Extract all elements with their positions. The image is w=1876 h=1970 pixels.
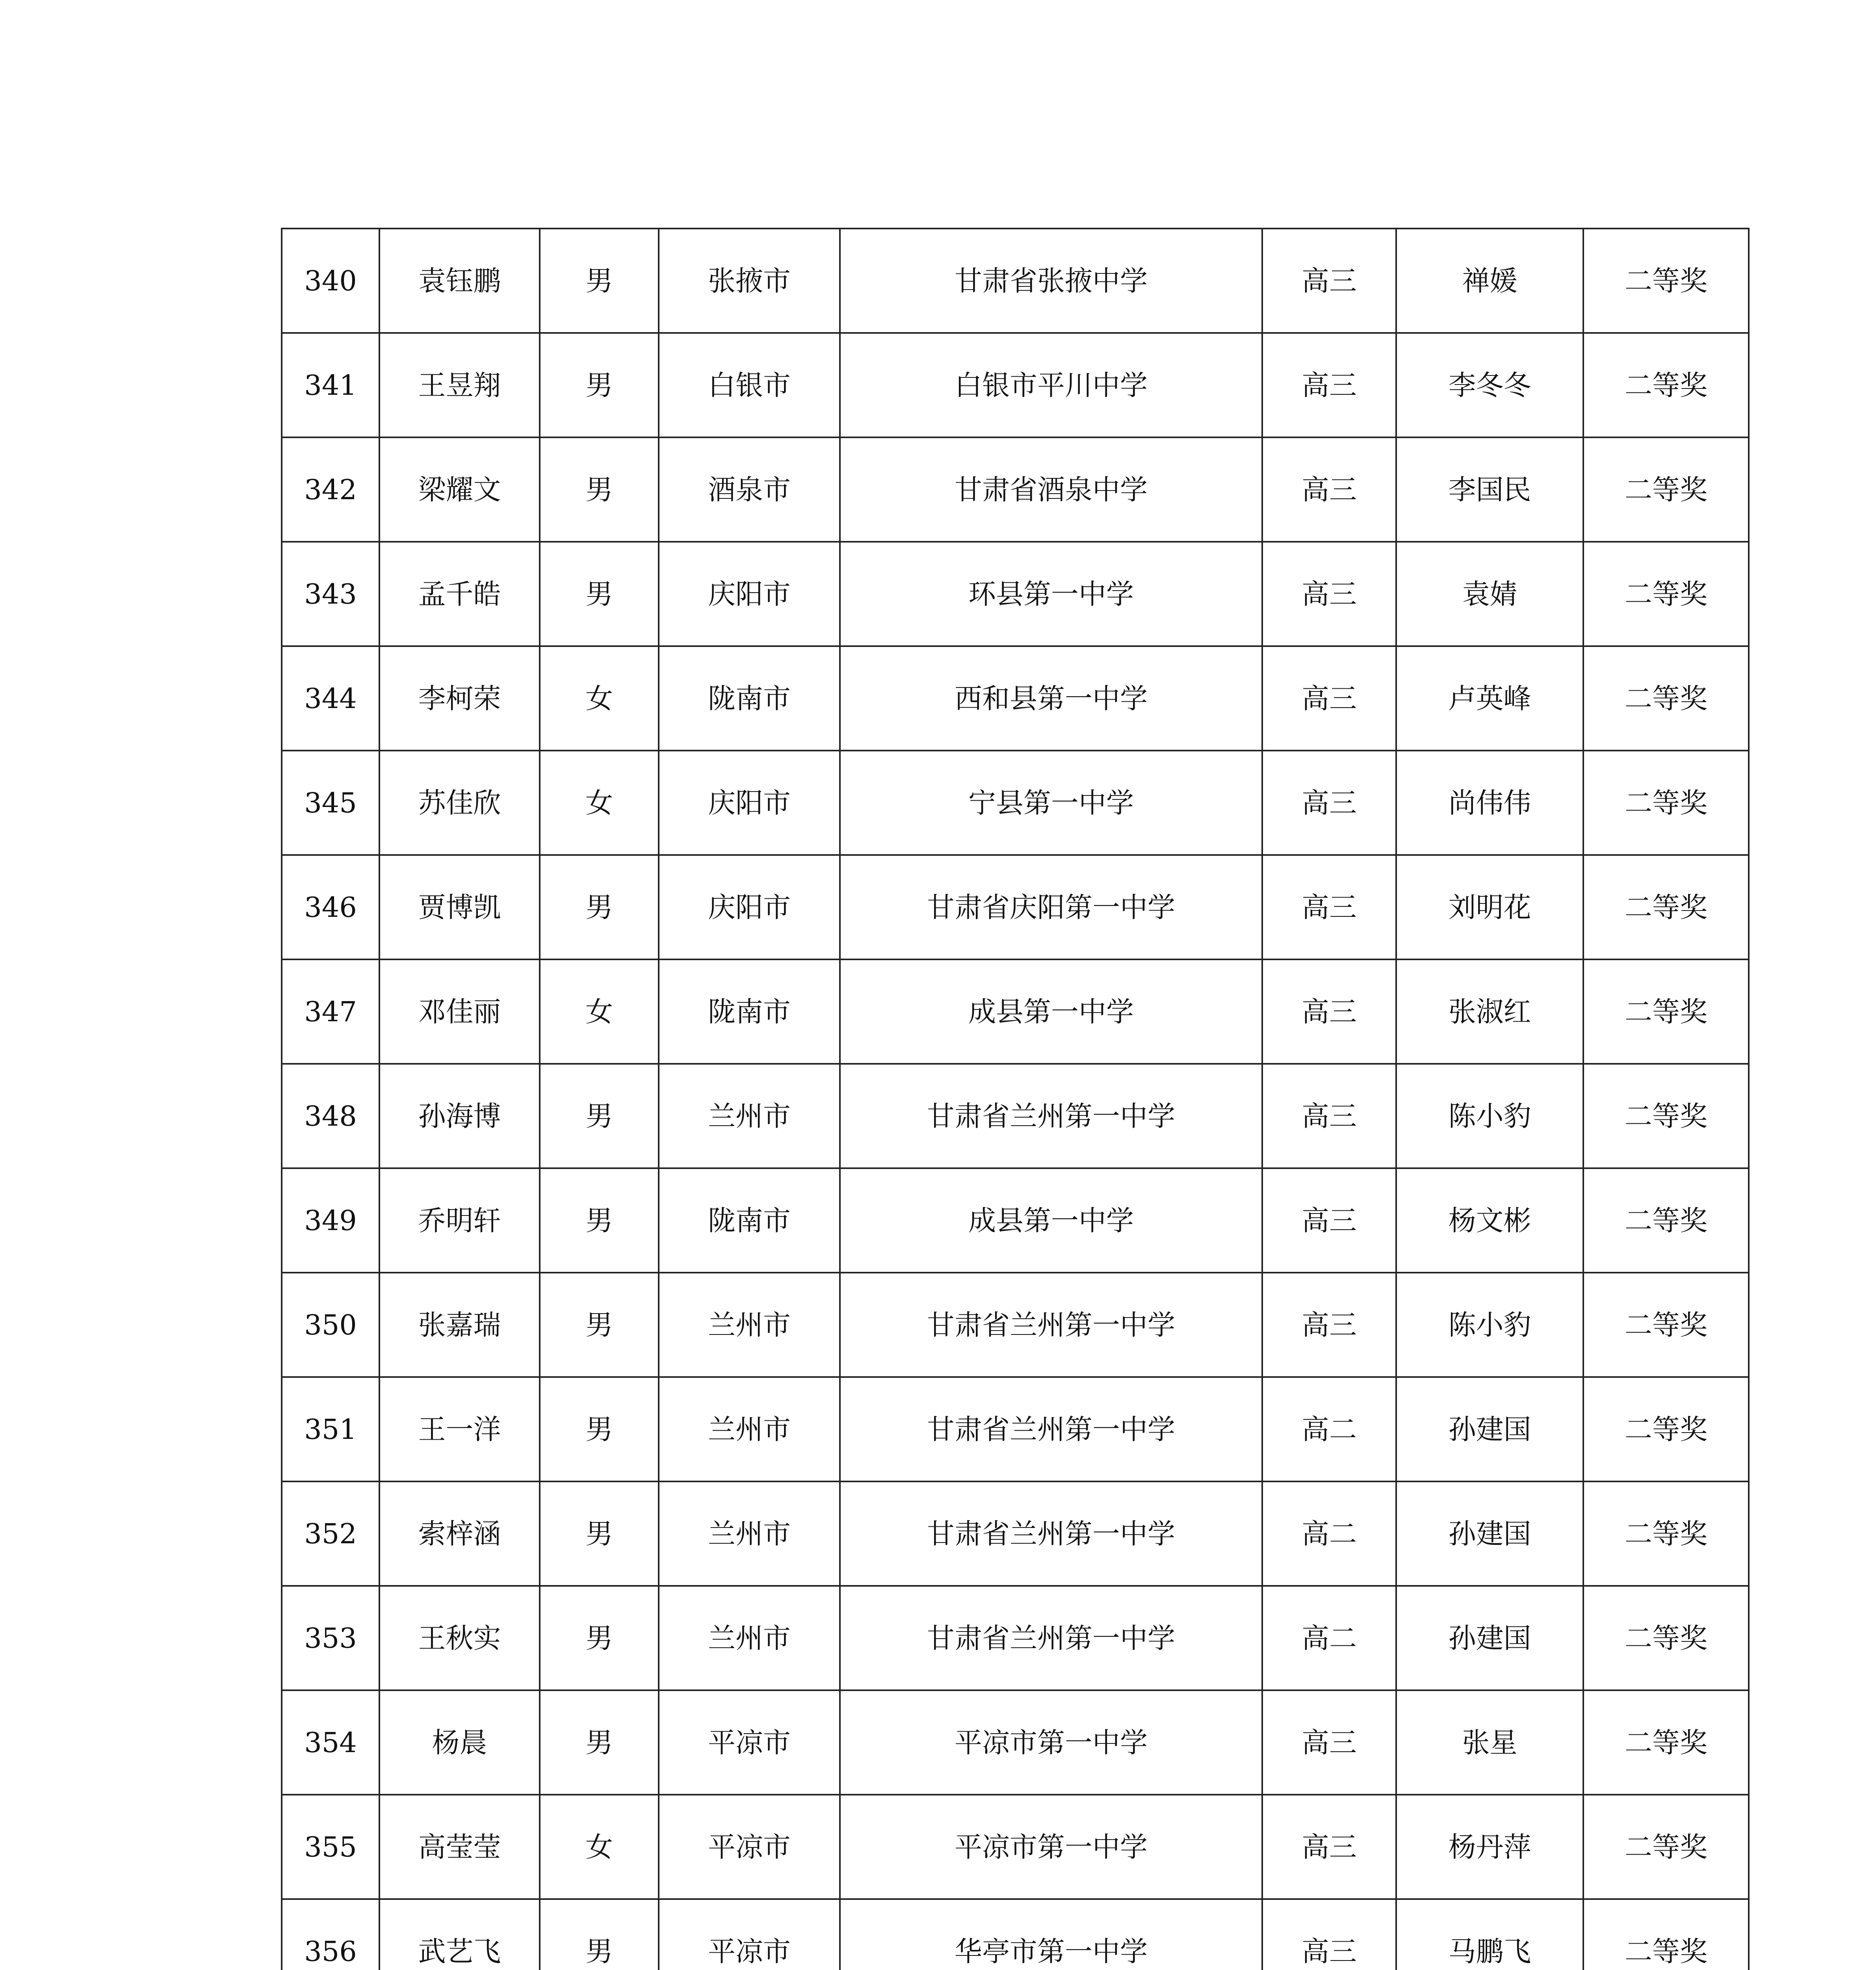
cell-teacher: 禅媛 — [1396, 229, 1583, 333]
cell-student-name: 高莹莹 — [379, 1795, 540, 1899]
cell-student-name: 邓佳丽 — [379, 959, 540, 1064]
cell-number: 342 — [282, 437, 379, 542]
cell-teacher: 袁婧 — [1396, 542, 1583, 646]
cell-gender: 男 — [540, 437, 659, 542]
cell-award: 二等奖 — [1583, 1481, 1749, 1586]
cell-student-name: 贾博凯 — [379, 855, 540, 959]
cell-teacher: 李国民 — [1396, 437, 1583, 542]
cell-student-name: 孙海博 — [379, 1064, 540, 1168]
cell-school: 甘肃省兰州第一中学 — [840, 1064, 1262, 1168]
cell-school: 甘肃省兰州第一中学 — [840, 1586, 1262, 1690]
cell-student-name: 王一洋 — [379, 1377, 540, 1481]
cell-teacher: 孙建国 — [1396, 1481, 1583, 1586]
cell-grade: 高三 — [1262, 855, 1396, 959]
table-row — [282, 229, 1749, 333]
cell-grade: 高三 — [1262, 1899, 1396, 1970]
cell-grade: 高三 — [1262, 542, 1396, 646]
cell-city: 兰州市 — [659, 1064, 840, 1168]
cell-teacher: 杨丹萍 — [1396, 1795, 1583, 1899]
cell-teacher: 尚伟伟 — [1396, 751, 1583, 855]
cell-school: 甘肃省酒泉中学 — [840, 437, 1262, 542]
cell-school: 环县第一中学 — [840, 542, 1262, 646]
cell-grade: 高三 — [1262, 959, 1396, 1064]
cell-number: 349 — [282, 1168, 379, 1273]
cell-grade: 高二 — [1262, 1377, 1396, 1481]
cell-school: 华亭市第一中学 — [840, 1899, 1262, 1970]
cell-gender: 男 — [540, 1899, 659, 1970]
cell-gender: 男 — [540, 542, 659, 646]
cell-number: 354 — [282, 1690, 379, 1795]
cell-student-name: 梁耀文 — [379, 437, 540, 542]
cell-gender: 女 — [540, 1795, 659, 1899]
cell-award: 二等奖 — [1583, 855, 1749, 959]
cell-school: 西和县第一中学 — [840, 646, 1262, 751]
cell-award: 二等奖 — [1583, 1586, 1749, 1690]
cell-teacher: 孙建国 — [1396, 1586, 1583, 1690]
cell-award: 二等奖 — [1583, 542, 1749, 646]
cell-award: 二等奖 — [1583, 1690, 1749, 1795]
cell-teacher: 刘明花 — [1396, 855, 1583, 959]
award-table-body — [282, 229, 1749, 1970]
cell-city: 兰州市 — [659, 1273, 840, 1377]
cell-teacher: 孙建国 — [1396, 1377, 1583, 1481]
cell-city: 兰州市 — [659, 1377, 840, 1481]
cell-city: 平凉市 — [659, 1795, 840, 1899]
table-row — [282, 1168, 1749, 1273]
cell-school: 甘肃省兰州第一中学 — [840, 1273, 1262, 1377]
cell-school: 宁县第一中学 — [840, 751, 1262, 855]
table-row — [282, 1795, 1749, 1899]
cell-gender: 男 — [540, 1168, 659, 1273]
cell-student-name: 孟千皓 — [379, 542, 540, 646]
cell-city: 张掖市 — [659, 229, 840, 333]
table-row — [282, 1586, 1749, 1690]
cell-number: 350 — [282, 1273, 379, 1377]
cell-award: 二等奖 — [1583, 229, 1749, 333]
cell-city: 陇南市 — [659, 646, 840, 751]
cell-number: 344 — [282, 646, 379, 751]
cell-teacher: 卢英峰 — [1396, 646, 1583, 751]
cell-number: 346 — [282, 855, 379, 959]
cell-number: 352 — [282, 1481, 379, 1586]
cell-grade: 高三 — [1262, 1795, 1396, 1899]
cell-award: 二等奖 — [1583, 646, 1749, 751]
cell-school: 甘肃省张掖中学 — [840, 229, 1262, 333]
cell-gender: 男 — [540, 1481, 659, 1586]
table-row — [282, 1690, 1749, 1795]
cell-award: 二等奖 — [1583, 1064, 1749, 1168]
cell-gender: 男 — [540, 855, 659, 959]
cell-student-name: 苏佳欣 — [379, 751, 540, 855]
table-row — [282, 1064, 1749, 1168]
cell-school: 甘肃省庆阳第一中学 — [840, 855, 1262, 959]
cell-student-name: 王秋实 — [379, 1586, 540, 1690]
cell-student-name: 武艺飞 — [379, 1899, 540, 1970]
table-row — [282, 959, 1749, 1064]
cell-gender: 男 — [540, 1377, 659, 1481]
award-table — [281, 228, 1750, 1970]
cell-student-name: 袁钰鹏 — [379, 229, 540, 333]
cell-award: 二等奖 — [1583, 959, 1749, 1064]
cell-teacher: 陈小豹 — [1396, 1064, 1583, 1168]
cell-teacher: 张星 — [1396, 1690, 1583, 1795]
cell-teacher: 张淑红 — [1396, 959, 1583, 1064]
cell-student-name: 杨晨 — [379, 1690, 540, 1795]
table-row — [282, 855, 1749, 959]
cell-number: 341 — [282, 333, 379, 437]
cell-gender: 女 — [540, 751, 659, 855]
cell-grade: 高三 — [1262, 333, 1396, 437]
table-row — [282, 437, 1749, 542]
table-row — [282, 542, 1749, 646]
cell-city: 平凉市 — [659, 1899, 840, 1970]
cell-gender: 男 — [540, 1273, 659, 1377]
cell-award: 二等奖 — [1583, 333, 1749, 437]
cell-school: 甘肃省兰州第一中学 — [840, 1377, 1262, 1481]
cell-award: 二等奖 — [1583, 1273, 1749, 1377]
cell-grade: 高三 — [1262, 1168, 1396, 1273]
cell-city: 平凉市 — [659, 1690, 840, 1795]
cell-city: 兰州市 — [659, 1481, 840, 1586]
cell-school: 成县第一中学 — [840, 1168, 1262, 1273]
cell-number: 353 — [282, 1586, 379, 1690]
cell-award: 二等奖 — [1583, 751, 1749, 855]
cell-gender: 男 — [540, 1064, 659, 1168]
cell-teacher: 马鹏飞 — [1396, 1899, 1583, 1970]
cell-number: 351 — [282, 1377, 379, 1481]
cell-award: 二等奖 — [1583, 1377, 1749, 1481]
cell-number: 348 — [282, 1064, 379, 1168]
table-row — [282, 1481, 1749, 1586]
cell-award: 二等奖 — [1583, 1795, 1749, 1899]
cell-grade: 高三 — [1262, 751, 1396, 855]
cell-city: 庆阳市 — [659, 751, 840, 855]
cell-grade: 高三 — [1262, 1064, 1396, 1168]
cell-number: 340 — [282, 229, 379, 333]
cell-number: 343 — [282, 542, 379, 646]
cell-grade: 高三 — [1262, 229, 1396, 333]
cell-school: 平凉市第一中学 — [840, 1795, 1262, 1899]
cell-teacher: 陈小豹 — [1396, 1273, 1583, 1377]
cell-grade: 高三 — [1262, 646, 1396, 751]
cell-city: 兰州市 — [659, 1586, 840, 1690]
cell-number: 345 — [282, 751, 379, 855]
cell-city: 庆阳市 — [659, 542, 840, 646]
cell-grade: 高二 — [1262, 1586, 1396, 1690]
table-row — [282, 1899, 1749, 1970]
table-row — [282, 751, 1749, 855]
cell-gender: 男 — [540, 229, 659, 333]
cell-school: 甘肃省兰州第一中学 — [840, 1481, 1262, 1586]
cell-city: 陇南市 — [659, 959, 840, 1064]
table-row — [282, 1273, 1749, 1377]
cell-city: 陇南市 — [659, 1168, 840, 1273]
cell-award: 二等奖 — [1583, 1899, 1749, 1970]
cell-student-name: 王昱翔 — [379, 333, 540, 437]
cell-student-name: 李柯荣 — [379, 646, 540, 751]
cell-city: 庆阳市 — [659, 855, 840, 959]
cell-teacher: 李冬冬 — [1396, 333, 1583, 437]
cell-gender: 女 — [540, 646, 659, 751]
cell-award: 二等奖 — [1583, 437, 1749, 542]
cell-number: 355 — [282, 1795, 379, 1899]
cell-city: 酒泉市 — [659, 437, 840, 542]
cell-student-name: 张嘉瑞 — [379, 1273, 540, 1377]
cell-gender: 男 — [540, 1586, 659, 1690]
cell-teacher: 杨文彬 — [1396, 1168, 1583, 1273]
cell-school: 平凉市第一中学 — [840, 1690, 1262, 1795]
cell-grade: 高三 — [1262, 1273, 1396, 1377]
cell-gender: 男 — [540, 1690, 659, 1795]
cell-award: 二等奖 — [1583, 1168, 1749, 1273]
table-row — [282, 1377, 1749, 1481]
cell-grade: 高三 — [1262, 437, 1396, 542]
cell-student-name: 索梓涵 — [379, 1481, 540, 1586]
cell-gender: 男 — [540, 333, 659, 437]
cell-gender: 女 — [540, 959, 659, 1064]
cell-number: 356 — [282, 1899, 379, 1970]
table-row — [282, 333, 1749, 437]
cell-grade: 高三 — [1262, 1690, 1396, 1795]
cell-grade: 高二 — [1262, 1481, 1396, 1586]
cell-student-name: 乔明轩 — [379, 1168, 540, 1273]
cell-city: 白银市 — [659, 333, 840, 437]
table-row — [282, 646, 1749, 751]
cell-school: 白银市平川中学 — [840, 333, 1262, 437]
cell-school: 成县第一中学 — [840, 959, 1262, 1064]
cell-number: 347 — [282, 959, 379, 1064]
